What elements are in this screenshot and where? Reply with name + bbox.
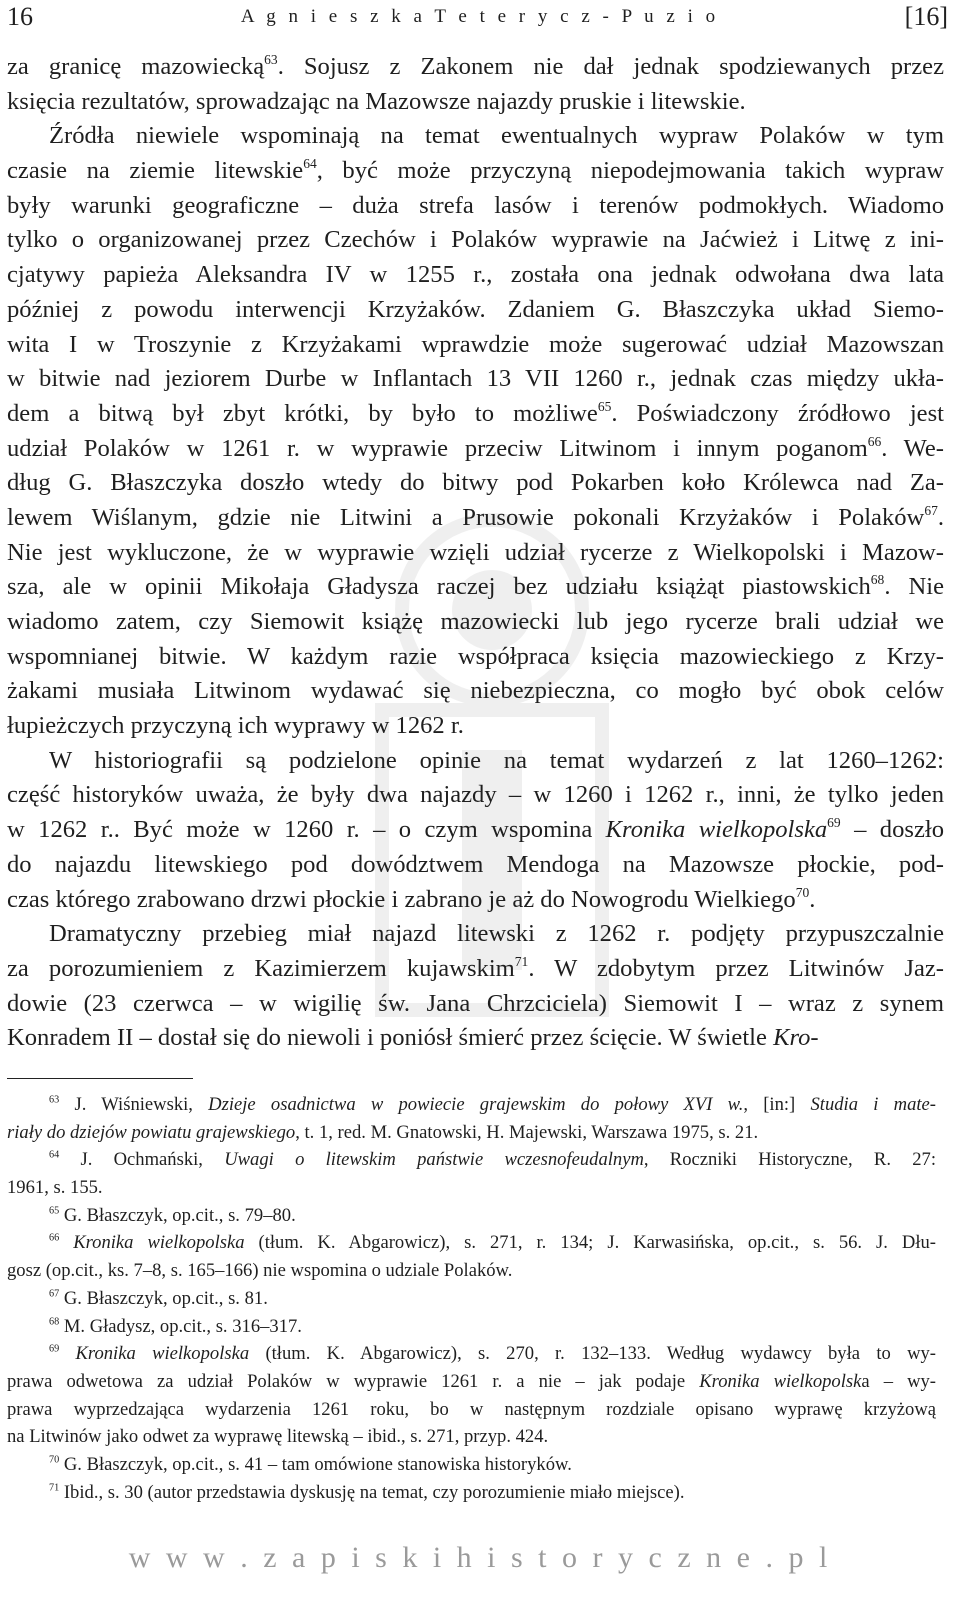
text-line: za porozumieniem z Kazimierzem kujawskim$^{71}$. W zdobytym przez Litwinów Jaz- (7, 953, 944, 982)
text-line: w 1262 r.. Być może w 1260 r. – o czym wspomina Kronika wielkopolska$^{69}$ – doszło (7, 814, 944, 844)
footnote-line: $^{71}$ Ibid., s. 30 (autor przedstawia dyskusję na temat, czy porozumienie miało miejsce). (49, 1481, 685, 1503)
footnotes (7, 1091, 936, 1506)
footnote-line: 1961, s. 155. (7, 1177, 103, 1199)
footnote-line: prawa wyprzedzająca wydarzenia 1261 roku, bo w następnym rozdziale opisano wyprawę krzyżową (7, 1398, 936, 1420)
text-line: do najazdu litewskiego pod dowództwem Mendoga na Mazowsze płockie, pod- (7, 850, 944, 878)
footnote-line: $^{63}$ J. Wiśniewski, Dzieje osadnictwa w powiecie grajewskim do połowy XVI w., [in:] Studia i mate- (49, 1094, 936, 1115)
footnote-line: $^{67}$ G. Błaszczyk, op.cit., s. 81. (49, 1287, 268, 1309)
text-line: Nie jest wykluczone, że w wyprawie wzięli udział rycerze z Wielkopolski i Mazow- (7, 538, 944, 566)
text-line: były warunki geograficzne – duża strefa lasów i terenów podmokłych. Wiadomo (7, 191, 944, 219)
text-line: czasie na ziemie litewskie$^{64}$, być może przyczyną niepodejmowania takich wypraw (7, 155, 944, 185)
text-line: cjatywy papieża Aleksandra IV w 1255 r., została ona jednak odwołana dwa lata (7, 261, 944, 289)
text-line: Dramatyczny przebieg miał najazd litewski z 1262 r. podjęty przypuszczalnie (49, 920, 944, 948)
bracketed-page-number: [16] (904, 2, 948, 31)
text-line: wiadomo zatem, czy Siemowit książę mazowiecki lub jego rycerze brali udział we (7, 608, 944, 635)
footnote-line: $^{69}$ Kronika wielkopolska (tłum. K. Abgarowicz), s. 270, r. 132–133. Według wydawcy była to wy- (49, 1343, 936, 1365)
footer-website: w w w . z a p i s k i h i s t o r y c z n e . p l (128, 1541, 832, 1574)
text-line: dług G. Błaszczyka doszło wtedy do bitwy pod Pokarben koło Królewca nad Za- (7, 469, 944, 497)
footnote-line: gosz (op.cit., ks. 7–8, s. 165–166) nie wspomina o udziale Polaków. (7, 1260, 513, 1282)
text-line: czas którego zrabowano drzwi płockie i zabrano je aż do Nowogrodu Wielkiego$^{70}$. (7, 884, 816, 913)
text-line: łupieżczych przyczyną ich wyprawy w 1262 r. (7, 712, 464, 740)
text-line: Konradem II – dostał się do niewoli i poniósł śmierć przez ścięcie. W świetle Kro- (7, 1024, 819, 1052)
text-line: tylko o organizowanej przez Czechów i Polaków wyprawie na Jaćwież i Litwę z ini- (7, 226, 944, 254)
text-line: za granicę mazowiecką$^{63}$. Sojusz z Zakonem nie dał jednak spodziewanych przez (7, 51, 944, 80)
text-line: księcia rezultatów, sprowadzając na Mazowsze najazdy pruskie i litewskie. (7, 87, 746, 115)
footnote-separator (7, 1078, 193, 1079)
footnote-line: $^{65}$ G. Błaszczyk, op.cit., s. 79–80. (49, 1204, 296, 1226)
text-line: Źródła niewiele wspominają na temat ewentualnych wypraw Polaków w tym (49, 122, 944, 150)
running-header-author: A g n i e s z k a T e t e r y c z - P u z i o (240, 6, 720, 27)
footnote-line: na Litwinów jako odwet za wyprawę litewską – ibid., s. 271, przyp. 424. (7, 1426, 549, 1448)
text-line: udział Polaków w 1261 r. w wyprawie przeciw Litwinom i innym poganom$^{66}$. We- (7, 433, 944, 462)
text-line: lewem Wiślanym, gdzie nie Litwini a Prusowie pokonali Krzyżaków i Polaków$^{67}$. (7, 502, 944, 531)
footnote-line: prawa odwetowa za udział Polaków w wyprawie 1261 r. a nie – jak podaje Kronika wielkopolska – wy- (7, 1370, 936, 1392)
text-line: później z powodu interwencji Krzyżaków. Zdaniem G. Błaszczyka układ Siemo- (7, 295, 944, 323)
text-line: część historyków uważa, że były dwa najazdy – w 1260 i 1262 r., inni, że tylko jeden (7, 781, 944, 809)
footnote-line: riały do dziejów powiatu grajewskiego, t. 1, red. M. Gnatowski, H. Majewski, Warszawa 1975, s. 21. (7, 1121, 759, 1143)
text-line: w bitwie nad jeziorem Durbe w Inflantach 13 VII 1260 r., jednak czas między ukła- (7, 365, 944, 393)
text-line: W historiografii są podzielone opinie na temat wydarzeń z lat 1260–1262: (49, 746, 944, 774)
text-line: dem a bitwą był zbyt krótki, by było to możliwe$^{65}$. Poświadczony źródłowo jest (7, 398, 944, 427)
footnote-line: $^{64}$ J. Ochmański, Uwagi o litewskim państwie wczesnofeudalnym, Roczniki Historyczne, R. 27: (49, 1149, 936, 1171)
text-line: dowie (23 czerwca – w wigilię św. Jana Chrzciciela) Siemowit I – wraz z synem (7, 989, 944, 1017)
text-line: wita I w Troszynie z Krzyżakami wprawdzie może sugerować udział Mazowszan (7, 330, 944, 358)
footnote-line: $^{68}$ M. Gładysz, op.cit., s. 316–317. (49, 1315, 302, 1337)
main-text (7, 50, 944, 1056)
footnote-line: $^{70}$ G. Błaszczyk, op.cit., s. 41 – tam omówione stanowiska historyków. (49, 1453, 572, 1475)
page-number: 16 (7, 2, 33, 31)
footnote-line: $^{66}$ Kronika wielkopolska (tłum. K. Abgarowicz), s. 271, r. 134; J. Karwasińska, op.cit., s. 56. J. Dłu- (49, 1232, 936, 1254)
text-line: sza, ale w opinii Mikołaja Gładysza raczej bez udziału książąt piastowskich$^{68}$. Nie (7, 572, 944, 601)
text-line: wspomnianej bitwie. W każdym razie współpraca księcia mazowieckiego z Krzy- (7, 642, 944, 670)
text-line: żakami musiała Litwinom wydawać się niebezpieczna, co mogło być obok celów (7, 677, 944, 705)
